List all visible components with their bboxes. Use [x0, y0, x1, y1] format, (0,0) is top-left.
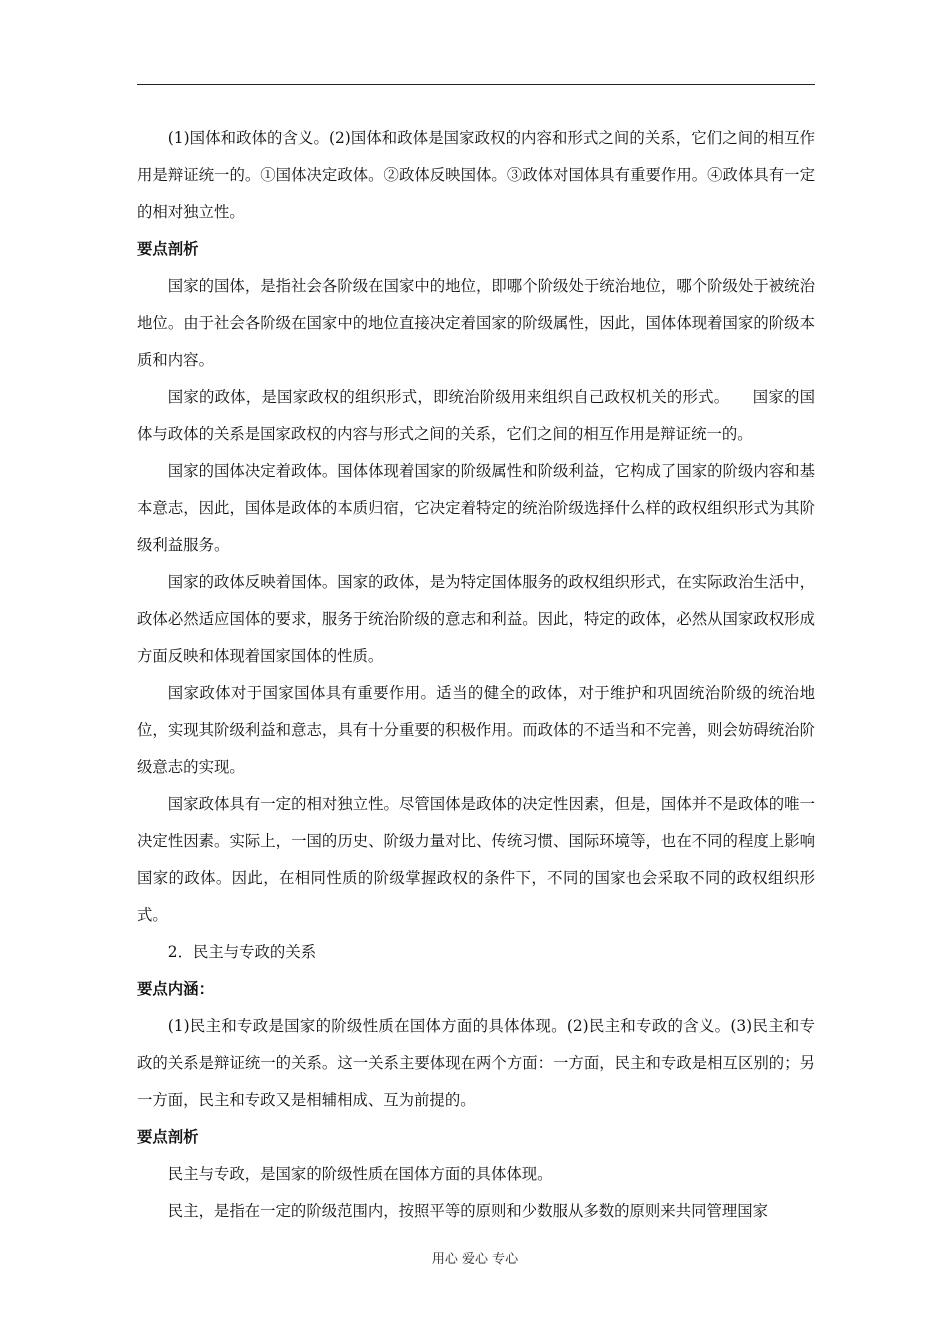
section-heading: 要点内涵：	[137, 980, 214, 998]
paragraph: 国家政体具有一定的相对独立性。尽管国体是政体的决定性因素，但是，国体并不是政体的唯一决定性因素。实际上，一国的历史、阶级力量对比、传统习惯、国际环境等，也在不同的程度上影响国家的政体。因此，在相同性质的阶级掌握政权的条件下，不同的国家也会采取不同的政权组织形式。	[137, 795, 815, 924]
header-rule	[137, 84, 815, 85]
paragraph: 国家的国体决定着政体。国体体现着国家的阶级属性和阶级利益，它构成了国家的阶级内容和基本意志，因此，国体是政体的本质归宿，它决定着特定的统治阶级选择什么样的政权组织形式为其阶级利益服务。	[137, 462, 815, 554]
subsection-title: 2．民主与专政的关系	[167, 943, 317, 961]
paragraph: 民主，是指在一定的阶级范围内，按照平等的原则和少数服从多数的原则来共同管理国家	[167, 1202, 769, 1220]
section-heading: 要点剖析	[137, 1128, 199, 1146]
paragraph: 国家的国体，是指社会各阶级在国家中的地位，即哪个阶级处于统治地位，哪个阶级处于被统治地位。由于社会各阶级在国家中的地位直接决定着国家的阶级属性，因此，国体体现着国家的阶级本质和内容。	[137, 277, 815, 369]
paragraph: 国家政体对于国家国体具有重要作用。适当的健全的政体，对于维护和巩固统治阶级的统治地位，实现其阶级利益和意志，具有十分重要的积极作用。而政体的不适当和不完善，则会妨碍统治阶级意志的实现。	[137, 684, 815, 776]
paragraph: 国家的政体反映着国体。国家的政体，是为特定国体服务的政权组织形式，在实际政治生活中，政体必然适应国体的要求，服务于统治阶级的意志和利益。因此，特定的政体，必然从国家政权形成方面反映和体现着国家国体的性质。	[137, 573, 815, 665]
paragraph: (1)民主和专政是国家的阶级性质在国体方面的具体体现。(2)民主和专政的含义。(3)民主和专政的关系是辩证统一的关系。这一关系主要体现在两个方面：一方面，民主和专政是相互区别的；另一方面，民主和专政又是相辅相成、互为前提的。	[137, 1017, 815, 1109]
page-footer: 用心 爱心 专心	[431, 1252, 519, 1267]
section-heading: 要点剖析	[137, 240, 199, 258]
paragraph: 国家的政体，是国家政权的组织形式，即统治阶级用来组织自己政权机关的形式。 国家的国体与政体的关系是国家政权的内容与形式之间的关系，它们之间的相互作用是辩证统一的。	[137, 388, 815, 443]
document-body	[137, 120, 815, 1230]
paragraph: (1)国体和政体的含义。(2)国体和政体是国家政权的内容和形式之间的关系，它们之间的相互作用是辩证统一的。①国体决定政体。②政体反映国体。③政体对国体具有重要作用。④政体具有一定的相对独立性。	[137, 129, 815, 221]
paragraph: 民主与专政，是国家的阶级性质在国体方面的具体体现。	[167, 1165, 553, 1183]
